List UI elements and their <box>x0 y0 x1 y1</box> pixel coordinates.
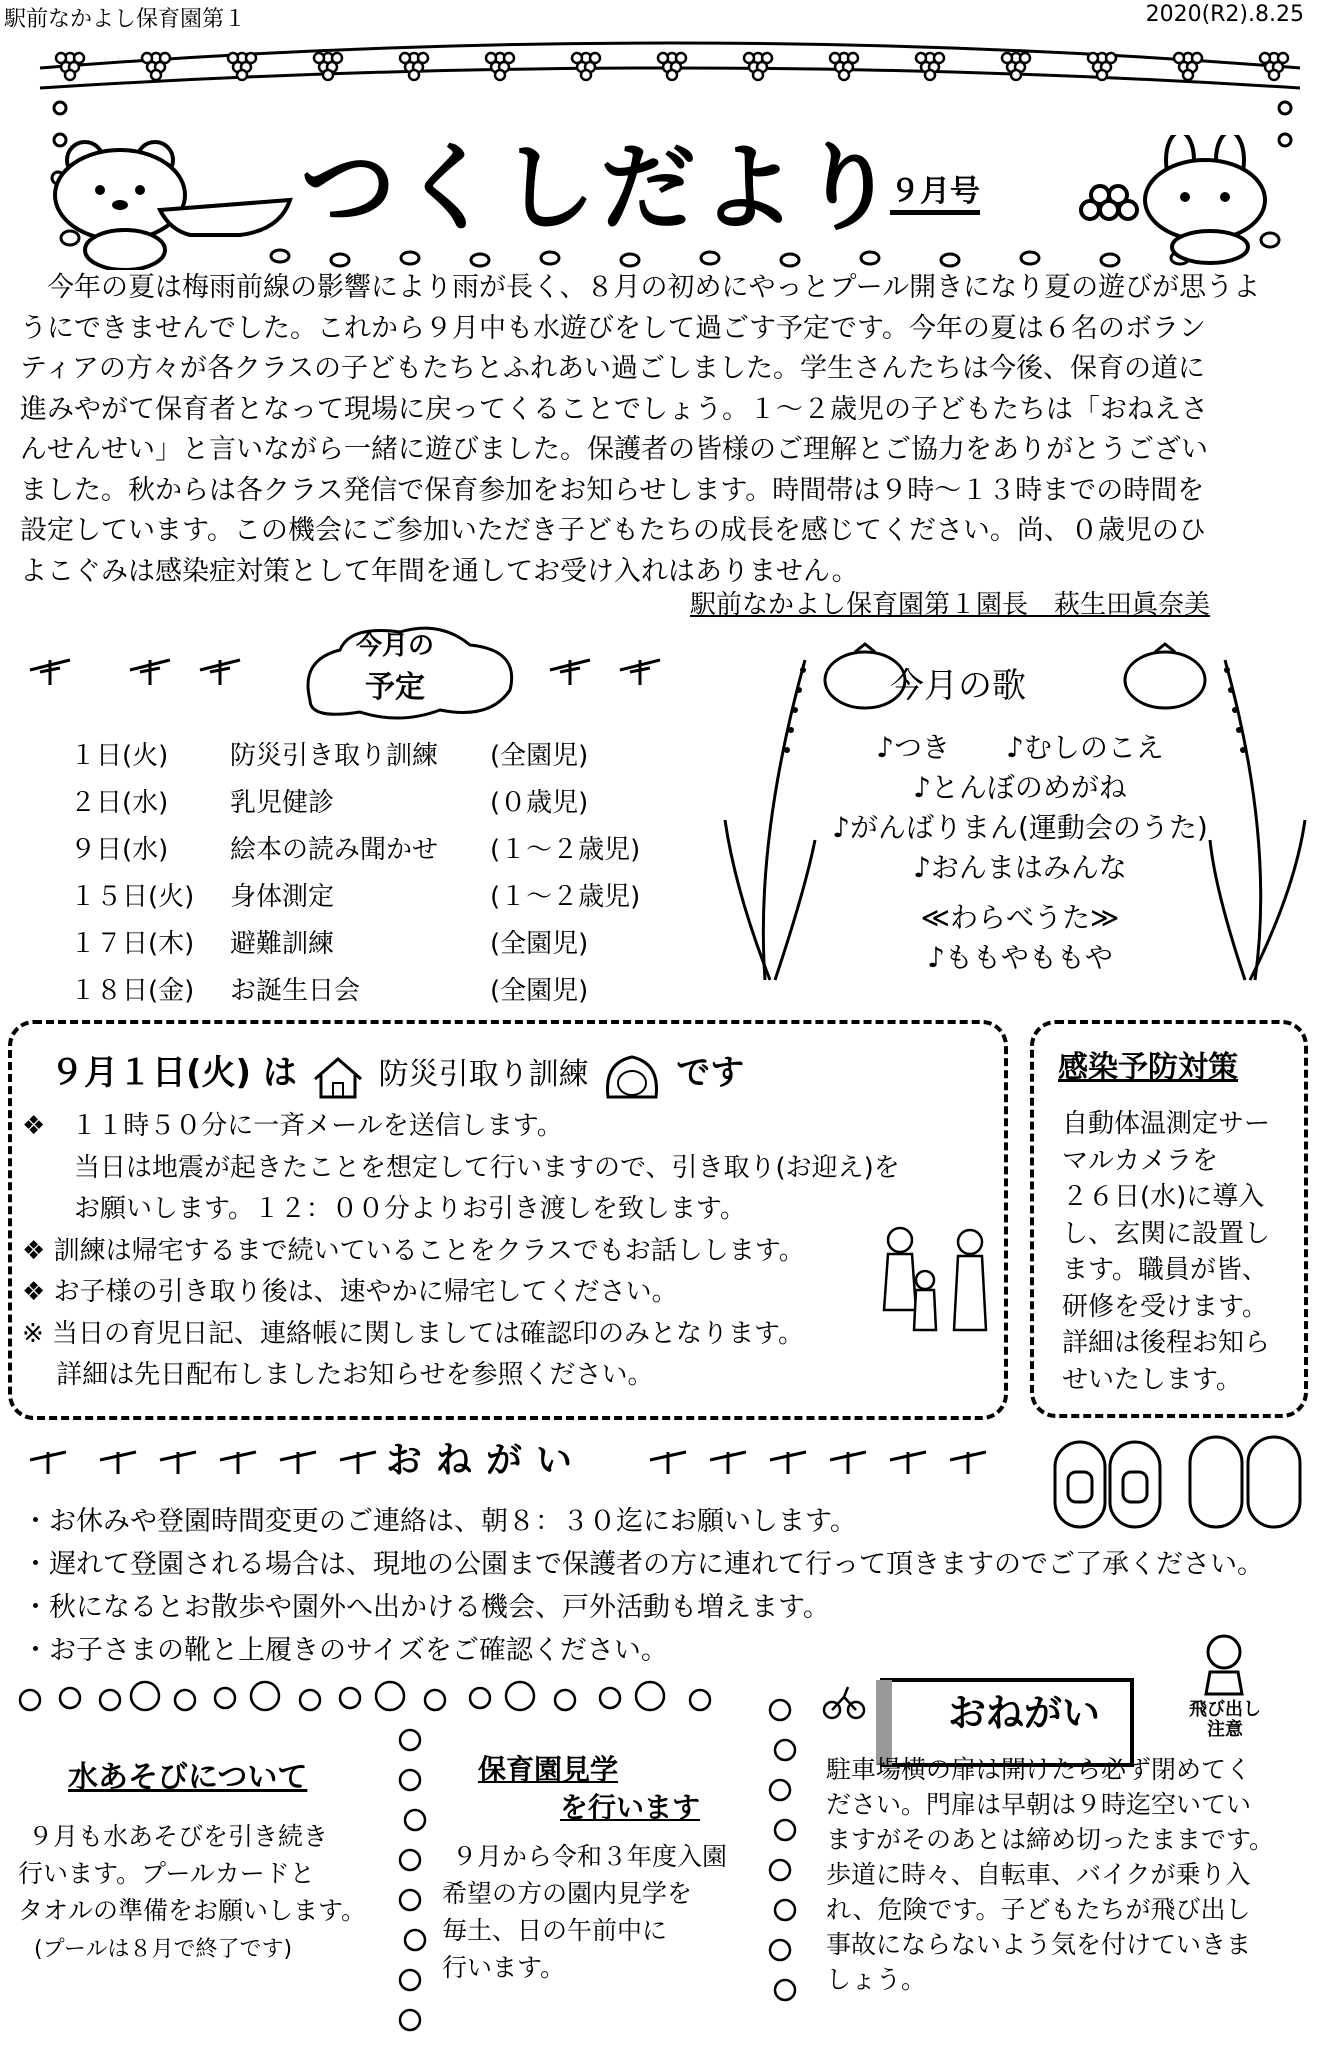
schedule-event: 身体測定 <box>230 882 335 912</box>
schedule-row <box>70 970 690 1010</box>
requests-title: おねがい <box>386 1440 587 1481</box>
drill-line: ❖ １１時５０分に一斉メールを送信します。 <box>22 1111 563 1141</box>
schedule-target: (１～２歳児) <box>490 882 641 912</box>
grape-decoration <box>1269 70 1279 80</box>
parking-details <box>826 1752 1326 1997</box>
intro-line: よこぐみは感染症対策として年間を通してお受け入れはありません。 <box>20 555 859 587</box>
infection-line: し、玄関に設置し <box>1062 1218 1271 1249</box>
intro-line: んせんせい」と言いながら一緒に遊びました。保護者の皆様のご理解とご協力をありがとうござい <box>20 434 1208 465</box>
drill-line: ❖ お子様の引き取り後は、速やかに帰宅してください。 <box>22 1277 678 1307</box>
schedule-target: (０歳児) <box>490 788 589 818</box>
bear-illustration <box>40 140 300 270</box>
grape-decoration <box>65 70 75 80</box>
schedule-date: ９日(水) <box>70 835 169 865</box>
parking-request-title: おねがい <box>948 1691 1101 1735</box>
infection-line: マルカメラを <box>1062 1145 1219 1176</box>
parking-line: 歩道に時々、自転車、バイクが乗り入 <box>826 1860 1251 1889</box>
song-item: ♪ももやももや <box>927 941 1113 974</box>
song-item: ♪とんぼのめがね <box>913 771 1127 804</box>
infection-line: 詳細は後程お知ら <box>1062 1328 1271 1358</box>
drill-title-name: 防災引取り訓練 <box>378 1057 589 1092</box>
schedule-row <box>70 876 690 916</box>
drill-line: お願いします。１２：００分よりお引き渡しを致します。 <box>22 1194 746 1224</box>
issue-date: 2020(R2).8.25 <box>1145 2 1304 27</box>
water-line: 行います。プールカードと <box>18 1859 315 1888</box>
visit-line: ９月から令和３年度入園 <box>452 1842 728 1871</box>
infection-line: ２６日(水)に導入 <box>1062 1182 1265 1212</box>
visit-title-line2: を行います <box>560 1791 701 1824</box>
parking-line: れ、危険です。子どもたちが飛び出し <box>826 1895 1251 1924</box>
schedule-badge <box>340 625 450 706</box>
drill-title-suffix: です <box>676 1053 745 1093</box>
schedule-date: １日(火) <box>70 741 169 771</box>
visit-line: 希望の方の園内見学を <box>442 1879 693 1908</box>
schedule-row <box>70 735 690 775</box>
grape-decoration <box>151 70 161 80</box>
songs-list <box>800 728 1240 978</box>
schedule-row <box>70 829 690 869</box>
visit-line: 毎土、日の午前中に <box>442 1916 668 1945</box>
song-item: ♪むしのこえ <box>1006 731 1164 764</box>
intro-line: うにできませんでした。これから９月中も水遊びをして過ごす予定です。今年の夏は６名のボラン <box>20 312 1206 344</box>
drill-line: 詳細は先日配布しましたお知らせを参照ください。 <box>22 1360 654 1390</box>
grape-decoration <box>667 70 677 80</box>
grape-decoration <box>495 70 505 80</box>
drill-title-date: ９月１日(火) は <box>50 1053 297 1093</box>
parking-line: しょう。 <box>826 1965 927 1994</box>
infection-line: 自動体温測定サー <box>1062 1109 1271 1139</box>
songs-title: 今月の歌 <box>890 666 1026 706</box>
drill-line: ※ 当日の育児日記、連絡帳に関しましては確認印のみとなります。 <box>22 1318 804 1349</box>
infection-line: 研修を受けます。 <box>1062 1291 1268 1322</box>
drill-details <box>22 1106 982 1397</box>
schedule-table <box>70 735 690 1015</box>
schedule-date: １７日(木) <box>70 929 195 959</box>
hood-icon <box>600 1053 664 1097</box>
newsletter-title: つくしだより <box>300 132 900 244</box>
issue-label: ９月号 <box>890 166 980 215</box>
schedule-target: (全園児) <box>490 976 589 1006</box>
water-play-details <box>18 1818 398 1929</box>
song-item: ♪おんまはみんな <box>913 851 1127 884</box>
warning-line: 注意 <box>1207 1719 1243 1740</box>
grape-decoration <box>839 70 849 80</box>
request-item: ・秋になるとお散歩や園外へ出かける機会、戸外活動も増えます。 <box>22 1592 830 1623</box>
rabbit-illustration <box>1070 135 1310 265</box>
song-item: ♪つき <box>876 731 950 764</box>
grape-decoration <box>1183 70 1193 80</box>
parking-line: 事故にならないよう気を付けていきま <box>826 1930 1252 1959</box>
schedule-event: 乳児健診 <box>230 788 335 818</box>
grape-decoration <box>925 70 935 80</box>
intro-line: 進みやがて保育者となって現場に戻ってくることでしょう。１～２歳児の子どもたちは「おねえさ <box>20 393 1208 425</box>
house-icon <box>309 1055 367 1095</box>
intro-paragraph <box>20 268 1320 592</box>
schedule-event: 絵本の読み聞かせ <box>230 835 439 865</box>
schedule-target: (１～２歳児) <box>490 835 641 865</box>
song-item: ♪がんばりまん(運動会のうた) <box>832 811 1208 844</box>
grape-decoration <box>581 70 591 80</box>
parking-line: ださい。門扉は早朝は９時迄空いてい <box>826 1790 1252 1819</box>
org-name: 駅前なかよし保育園第１ <box>4 7 247 32</box>
song-row <box>800 728 1240 768</box>
request-item: ・遅れて登園される場合は、現地の公園まで保護者の方に連れて行って頂きますのでご了承ください。 <box>22 1549 1264 1580</box>
warning-line: 飛び出し <box>1189 1699 1261 1720</box>
visit-details <box>442 1838 762 1986</box>
principal-signature: 駅前なかよし保育園第１園長 萩生田眞奈美 <box>690 590 1211 620</box>
drill-line: ❖ 訓練は帰宅するまで続いていることをクラスでもお話しします。 <box>22 1235 805 1266</box>
schedule-date: ２日(水) <box>70 788 169 818</box>
intro-line: 設定しています。この機会にご参加いただき子どもたちの成長を感じてください。尚、０歳児のひ <box>20 515 1206 546</box>
schedule-date: １８日(金) <box>70 976 195 1006</box>
parent-child-illustration <box>870 1220 1000 1350</box>
schedule-row <box>70 923 690 963</box>
water-line: タオルの準備をお願いします。 <box>18 1896 367 1925</box>
schedule-badge-line: 予定 <box>365 670 425 705</box>
grape-decoration <box>237 70 247 80</box>
grape-decoration <box>409 70 419 80</box>
infection-title: 感染予防対策 <box>1058 1050 1238 1085</box>
drill-title <box>50 1045 744 1097</box>
schedule-event: お誕生日会 <box>230 976 361 1006</box>
schedule-event: 防災引き取り訓練 <box>230 741 439 771</box>
schedule-date: １５日(火) <box>70 882 195 912</box>
requests-list <box>22 1500 1322 1672</box>
schedule-event: 避難訓練 <box>230 929 335 959</box>
request-item: ・お子さまの靴と上履きのサイズをご確認ください。 <box>22 1635 668 1666</box>
visit-line: 行います。 <box>442 1953 566 1982</box>
grape-decoration <box>753 70 763 80</box>
visit-title-line1: 保育園見学 <box>478 1753 619 1786</box>
intro-line: 今年の夏は梅雨前線の影響により雨が長く、８月の初めにやっとプール開きになり夏の遊びが思うよ <box>20 272 1261 303</box>
warabe-uta-title: ≪わらべうた≫ <box>920 901 1120 934</box>
schedule-target: (全園児) <box>490 741 589 771</box>
intro-line: ました。秋からは各クラス発信で保育参加をお知らせします。時間帯は９時～１３時までの時間を <box>20 474 1205 506</box>
grape-decoration <box>1011 70 1021 80</box>
schedule-badge-line: 今月の <box>355 631 434 661</box>
request-item: ・お休みや登園時間変更のご連絡は、朝８：３０迄にお願いします。 <box>22 1506 857 1537</box>
run-out-warning-sign <box>1180 1700 1270 1740</box>
grape-decoration <box>1097 70 1107 80</box>
water-play-note: (プールは８月で終了です) <box>34 1937 293 1962</box>
infection-line: せいたします。 <box>1062 1364 1242 1395</box>
running-child-illustration <box>1180 1632 1270 1702</box>
infection-line: ます。職員が皆、 <box>1062 1255 1268 1285</box>
intro-line: ティアの方々が各クラスの子どもたちとふれあい過ごしました。学生さんたちは今後、保育の道に <box>20 353 1206 384</box>
water-line: ９月も水あそびを引き続き <box>28 1822 329 1851</box>
grape-decoration <box>323 70 333 80</box>
parking-line: 駐車場横の扉は開けたら必ず閉めてく <box>826 1755 1252 1784</box>
parking-line: ますがそのあとは締め切ったままです。 <box>826 1825 1275 1854</box>
schedule-row <box>70 782 690 822</box>
infection-details <box>1062 1106 1302 1398</box>
drill-line: 当日は地震が起きたことを想定して行いますので、引き取り(お迎え)を <box>22 1152 900 1183</box>
schedule-target: (全園児) <box>490 929 589 959</box>
water-play-title: 水あそびについて <box>68 1760 308 1795</box>
